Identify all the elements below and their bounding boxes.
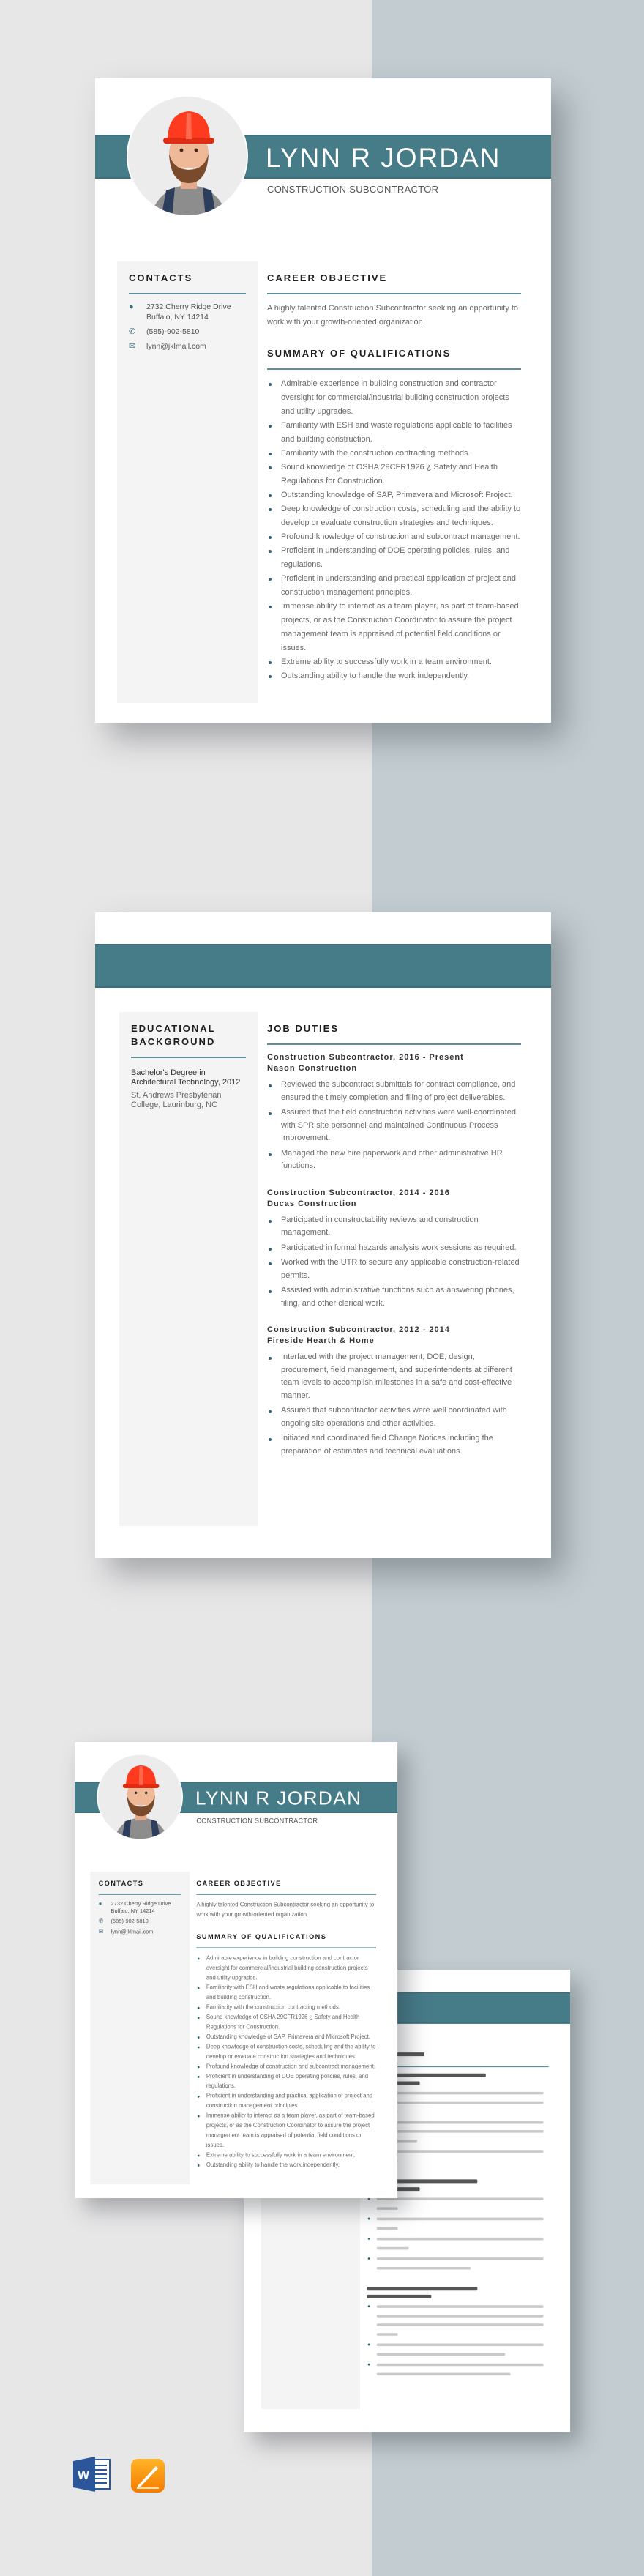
summary-list	[196, 1954, 376, 2170]
summary-heading: SUMMARY OF QUALIFICATIONS	[196, 1932, 376, 1948]
placeholder-line	[377, 2121, 544, 2124]
microsoft-word-icon[interactable]	[73, 2457, 111, 2495]
placeholder-line	[377, 2305, 544, 2308]
list-item: Proficient in understanding and practical application of project and construction management principles.	[196, 2091, 376, 2111]
list-item: Proficient in understanding of DOE operating policies, rules, and regulations.	[196, 2071, 376, 2091]
candidate-name: LYNN R JORDAN	[266, 143, 501, 173]
list-item: Proficient in understanding and practical application of project and construction management principles.	[267, 572, 521, 600]
main-column	[196, 1879, 376, 2170]
job-entry	[267, 1325, 521, 1458]
list-item: Assured that subcontractor activities were well coordinated with ongoing site operations and other activities.	[267, 1404, 521, 1430]
placeholder-line	[377, 2092, 544, 2095]
list-item: Extreme ability to successfully work in a team environment.	[267, 655, 521, 669]
placeholder-line	[377, 2353, 505, 2356]
list-item: Immense ability to interact as a team player, as part of team-based projects, or as the Construction Coordinator to assure the project management team is appraised of potential field conditions or issues.	[196, 2111, 376, 2151]
placeholder-line	[377, 2364, 544, 2367]
summary-list	[267, 377, 521, 683]
placeholder-line	[368, 2238, 370, 2240]
placeholder-line	[368, 2218, 370, 2220]
placeholder-line	[377, 2344, 544, 2347]
placeholder-line	[368, 2257, 370, 2260]
placeholder-line	[377, 2218, 544, 2221]
apple-pages-icon[interactable]	[131, 2459, 165, 2496]
list-item: Initiated and coordinated field Change Notices including the preparation of estimates and technical evaluations.	[267, 1432, 521, 1458]
education-heading: EDUCATIONAL BACKGROUND	[131, 1022, 246, 1058]
placeholder-line	[377, 2372, 511, 2375]
objective-text: A highly talented Construction Subcontractor seeking an opportunity to work with your growth-oriented organization.	[196, 1902, 375, 1918]
job-company: Ducas Construction	[267, 1199, 357, 1208]
contacts-heading: CONTACTS	[99, 1879, 181, 1895]
list-item: Familiarity with ESH and waste regulations applicable to facilities and building construction.	[267, 419, 521, 447]
list-item: Worked with the UTR to secure any applicable construction-related permits.	[267, 1257, 521, 1282]
list-item: Interfaced with the project management, DOE, design, procurement, field management, and superintendents at different team levels to accomplish milestones in a safe and cost-effective manner.	[267, 1351, 521, 1402]
profile-photo	[127, 95, 248, 217]
placeholder-line	[377, 2257, 544, 2260]
contacts-heading: CONTACTS	[129, 272, 246, 294]
list-item: Outstanding knowledge of SAP, Primavera and Microsoft Project.	[267, 488, 521, 502]
address-line2: Buffalo, NY 14214	[111, 1907, 155, 1915]
resume-page-1	[95, 78, 551, 723]
list-item: Outstanding ability to handle the work independently.	[267, 669, 521, 683]
contact-address	[99, 1900, 181, 1915]
list-item: Assisted with administrative functions such as answering phones, filing, and other clerical work.	[267, 1284, 521, 1310]
objective-heading: CAREER OBJECTIVE	[267, 272, 521, 294]
placeholder-line	[368, 2305, 370, 2307]
contact-email	[129, 341, 246, 351]
placeholder-line	[377, 2150, 544, 2153]
phone-icon: ✆	[98, 1918, 104, 1925]
envelope-icon: ✉	[129, 342, 136, 351]
list-item: Assured that the field construction activities were well-coordinated with SPR site personnel and maintained Continuous Process Improvement.	[267, 1106, 521, 1145]
list-item: Familiarity with the construction contracting methods.	[267, 447, 521, 461]
list-item: Immense ability to interact as a team player, as part of team-based projects, or as the Construction Coordinator to assure the project management team is appraised of potential field conditions or issues.	[267, 600, 521, 655]
placeholder-line	[377, 2130, 544, 2133]
placeholder-line	[377, 2101, 544, 2104]
placeholder-line	[377, 2315, 544, 2318]
job-title: Construction Subcontractor, 2016 - Present	[267, 1053, 464, 1062]
objective-heading: CAREER OBJECTIVE	[196, 1879, 376, 1895]
candidate-title: CONSTRUCTION SUBCONTRACTOR	[196, 1816, 318, 1825]
placeholder-line	[377, 2207, 398, 2210]
list-item: Profound knowledge of construction and subcontract management.	[196, 2062, 376, 2071]
contact-phone	[129, 327, 246, 337]
objective-text: A highly talented Construction Subcontractor seeking an opportunity to work with your growth-oriented organization.	[267, 304, 519, 327]
phone-number: (585)-902-5810	[146, 327, 200, 336]
placeholder-line	[377, 2323, 544, 2326]
envelope-icon: ✉	[98, 1928, 104, 1935]
placeholder-line	[377, 2197, 544, 2200]
list-item: Sound knowledge of OSHA 29CFR1926 ¿ Safety and Health Regulations for Construction.	[196, 2013, 376, 2033]
placeholder-line	[368, 2364, 370, 2366]
education-degree: Bachelor's Degree in Architectural Technology, 2012	[131, 1068, 241, 1087]
list-item: Participated in formal hazards analysis work sessions as required.	[267, 1242, 521, 1255]
phone-number: (585)-902-5810	[111, 1918, 149, 1925]
list-item: Outstanding ability to handle the work independently.	[196, 2160, 376, 2170]
map-pin-icon: ●	[129, 302, 134, 311]
list-item: Proficient in understanding of DOE operating policies, rules, and regulations.	[267, 544, 521, 572]
candidate-name: LYNN R JORDAN	[195, 1787, 362, 1809]
list-item: Admirable experience in building construction and contractor oversight for commercial/industrial building construction projects and utility upgrades.	[196, 1954, 376, 1983]
resume-page-2	[95, 912, 551, 1558]
phone-icon: ✆	[129, 327, 136, 336]
main-column	[267, 272, 521, 683]
job-duties-heading: JOB DUTIES	[267, 1022, 521, 1045]
email-address: lynn@jklmail.com	[146, 342, 206, 351]
contact-email	[99, 1928, 181, 1935]
education-school: St. Andrews Presbyterian College, Laurinburg, NC	[131, 1091, 222, 1109]
list-item: Familiarity with ESH and waste regulations applicable to facilities and building construction.	[196, 1983, 376, 2003]
placeholder-line	[377, 2333, 398, 2336]
preview-page-1	[75, 1742, 397, 2198]
address-line2: Buffalo, NY 14214	[146, 313, 209, 321]
list-item: Familiarity with the construction contracting methods.	[196, 2003, 376, 2012]
job-duties-column	[267, 1022, 521, 1473]
profile-photo	[97, 1754, 183, 1840]
job-entry	[267, 1052, 521, 1173]
placeholder-line	[377, 2227, 398, 2230]
list-item: Profound knowledge of construction and subcontract management.	[267, 530, 521, 544]
job-company: Fireside Hearth & Home	[267, 1336, 375, 1345]
job-title: Construction Subcontractor, 2012 - 2014	[267, 1325, 450, 1334]
candidate-title: CONSTRUCTION SUBCONTRACTOR	[267, 184, 439, 195]
job-title: Construction Subcontractor, 2014 - 2016	[267, 1188, 450, 1197]
contacts-panel	[117, 261, 258, 703]
word-letter: W	[77, 2468, 90, 2482]
map-pin-icon: ●	[98, 1900, 102, 1907]
contact-phone	[99, 1918, 181, 1925]
contacts-panel	[90, 1872, 190, 2184]
placeholder-line	[377, 2267, 471, 2270]
summary-heading: SUMMARY OF QUALIFICATIONS	[267, 347, 521, 370]
placeholder-line	[377, 2238, 544, 2241]
placeholder-line	[367, 2295, 431, 2298]
list-item: Admirable experience in building construction and contractor oversight for commercial/industrial building construction projects and utility upgrades.	[267, 377, 521, 419]
address-line1: 2732 Cherry Ridge Drive	[111, 1900, 171, 1907]
address-line1: 2732 Cherry Ridge Drive	[146, 302, 231, 311]
placeholder-line	[368, 2344, 370, 2346]
list-item: Managed the new hire paperwork and other administrative HR functions.	[267, 1147, 521, 1173]
list-item: Participated in constructability reviews and construction management.	[267, 1214, 521, 1240]
list-item: Deep knowledge of construction costs, scheduling and the ability to develop or evaluate construction strategies and techniques.	[267, 502, 521, 530]
list-item: Reviewed the subcontract submittals for contract compliance, and ensured the timely completion and filing of project deliverables.	[267, 1079, 521, 1104]
placeholder-line	[377, 2246, 409, 2249]
header-banner	[95, 944, 551, 988]
contact-address	[129, 302, 246, 322]
list-item: Sound knowledge of OSHA 29CFR1926 ¿ Safety and Health Regulations for Construction.	[267, 461, 521, 488]
email-address: lynn@jklmail.com	[111, 1928, 154, 1935]
list-item: Deep knowledge of construction costs, scheduling and the ability to develop or evaluate construction strategies and techniques.	[196, 2042, 376, 2062]
job-entry	[267, 1188, 521, 1311]
job-company: Nason Construction	[267, 1064, 358, 1073]
placeholder-line	[367, 2287, 477, 2290]
education-panel	[119, 1012, 258, 1526]
list-item: Outstanding knowledge of SAP, Primavera and Microsoft Project.	[196, 2032, 376, 2041]
list-item: Extreme ability to successfully work in a team environment.	[196, 2151, 376, 2160]
